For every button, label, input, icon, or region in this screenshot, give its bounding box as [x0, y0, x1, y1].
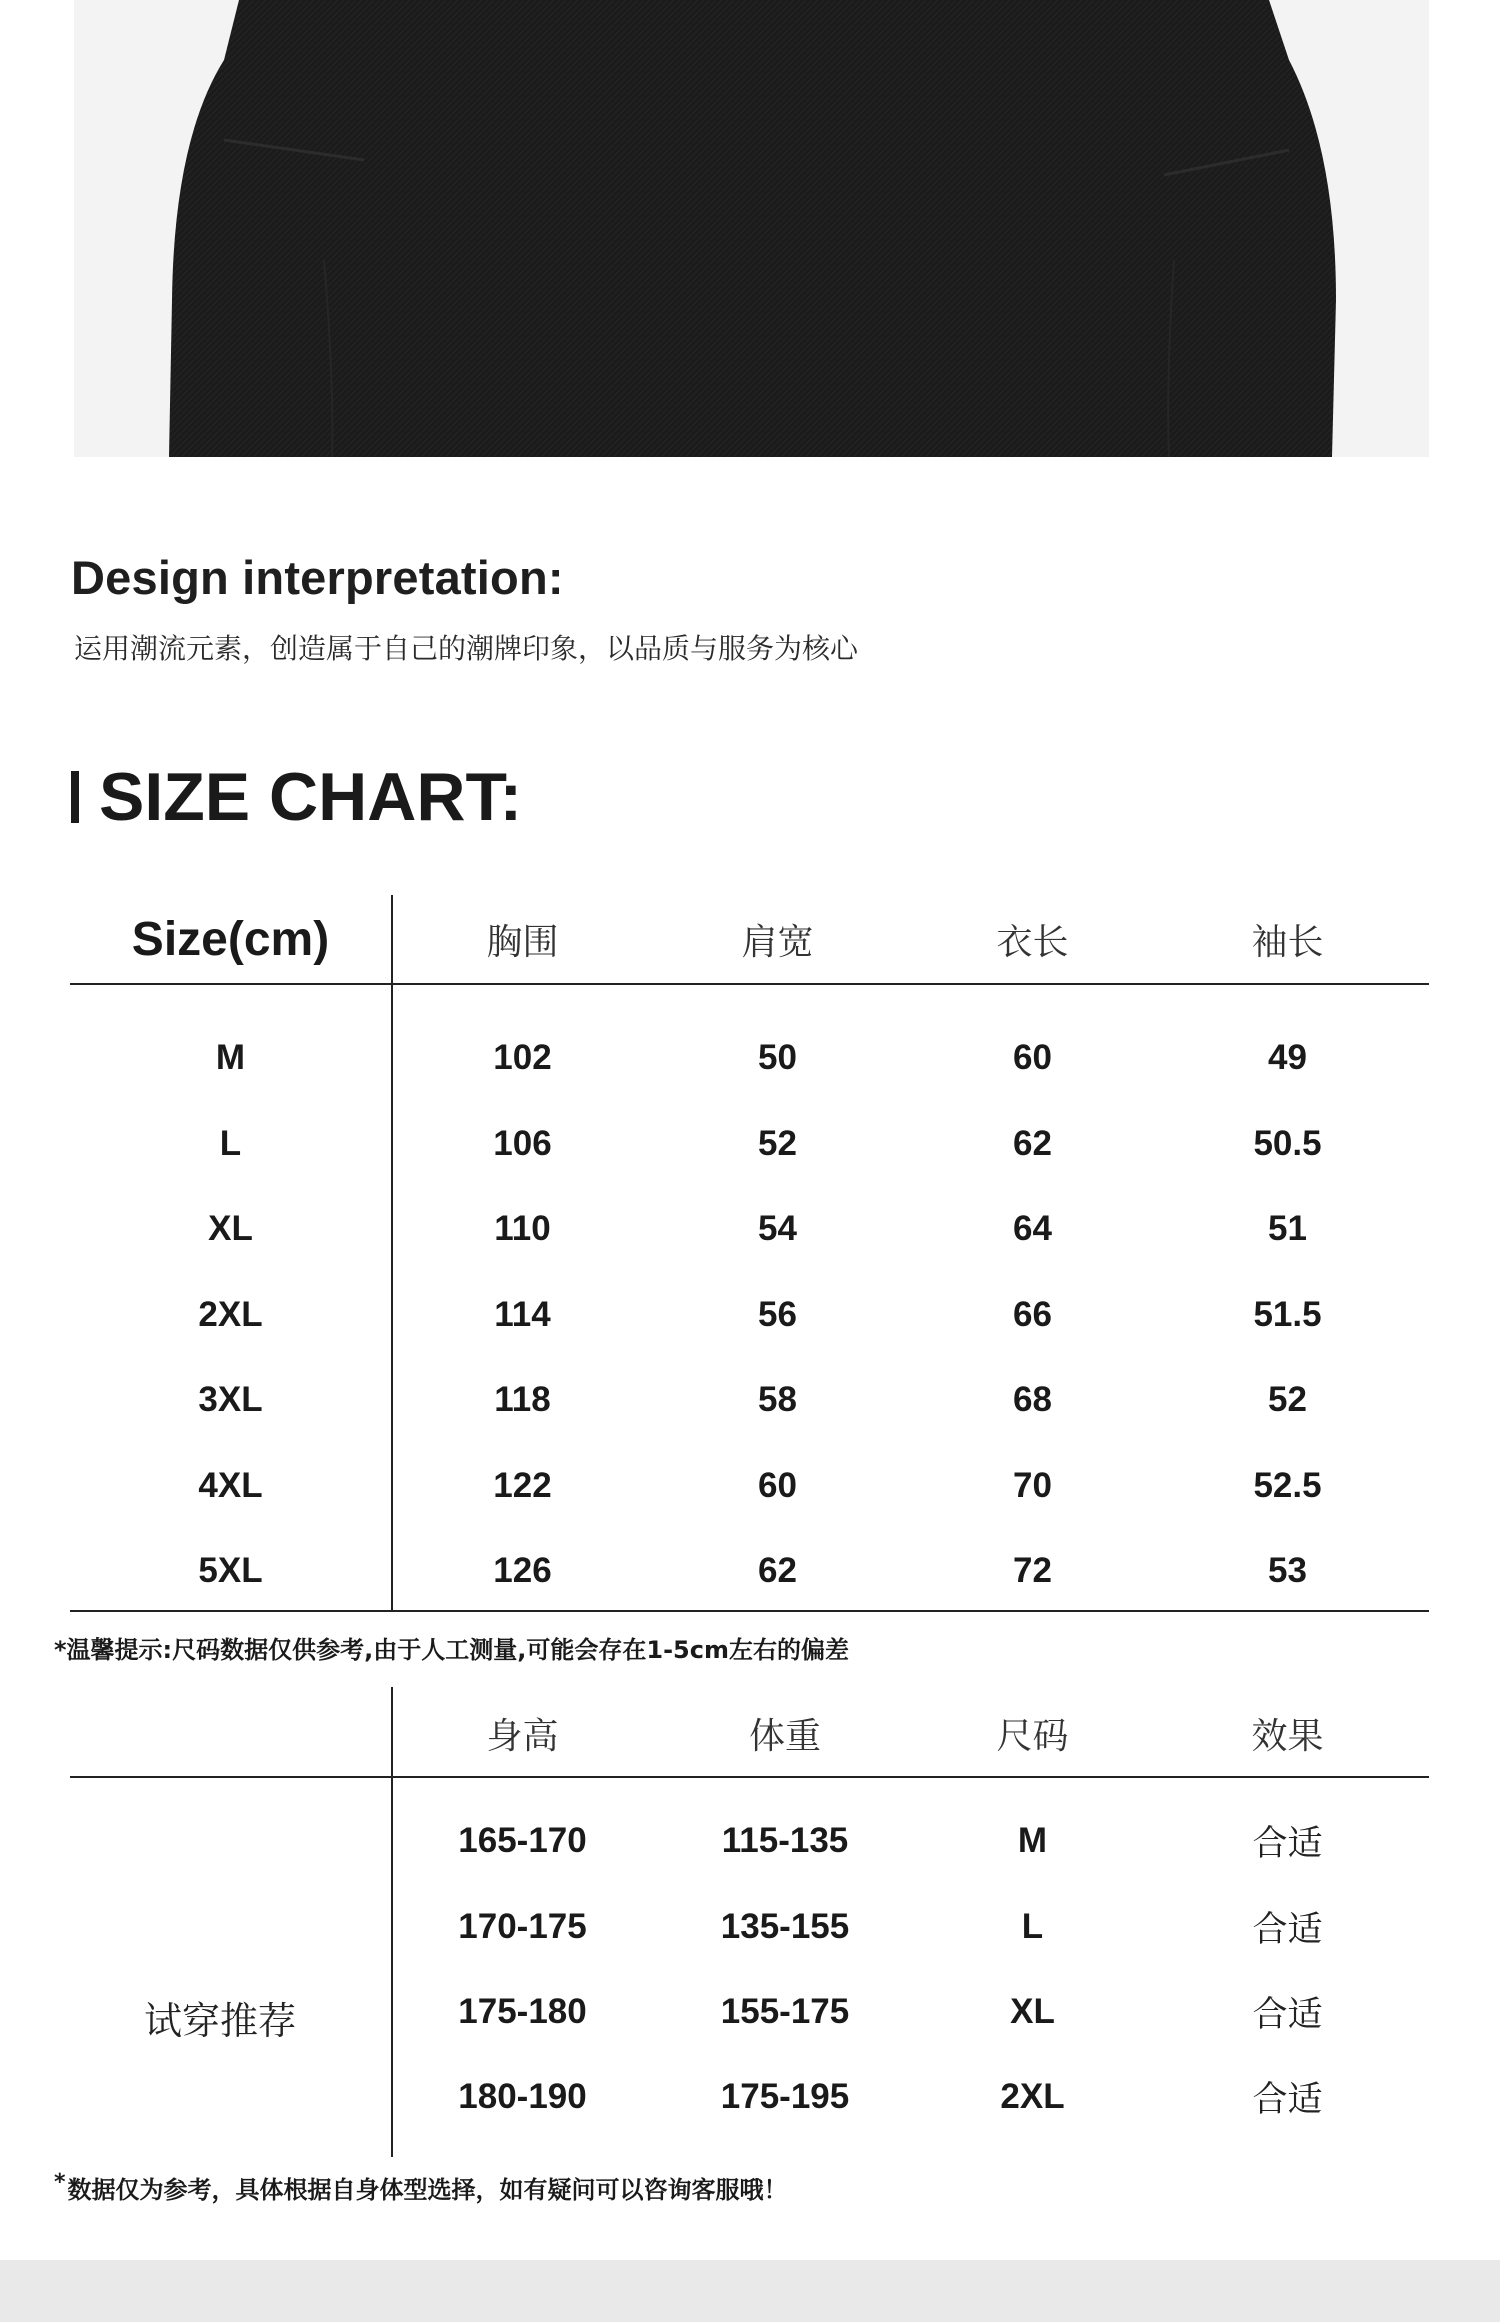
table-cell: 合适 — [1252, 1910, 1323, 1950]
table-cell: L — [1021, 1907, 1044, 1946]
size-table-divider — [391, 895, 393, 1611]
table-cell: 58 — [758, 1380, 797, 1419]
table-cell: 126 — [493, 1551, 552, 1590]
table-cell: 50 — [758, 1038, 797, 1077]
col-header-chest: 胸围 — [486, 921, 559, 963]
table-cell: 54 — [758, 1209, 797, 1248]
size-table-bottom-line — [70, 1610, 1429, 1612]
table-cell: 62 — [1013, 1124, 1052, 1163]
fit-table-divider — [391, 1687, 393, 2157]
table-cell: 2XL — [1000, 2077, 1065, 2116]
table-cell: 175-195 — [720, 2077, 850, 2116]
garment-body — [169, 0, 1336, 457]
footer-band — [0, 2260, 1500, 2322]
table-cell: 180-190 — [458, 2077, 587, 2116]
fit-header-height: 身高 — [486, 1715, 559, 1757]
table-cell: 66 — [1013, 1295, 1052, 1334]
table-cell: 106 — [493, 1124, 552, 1163]
table-cell: 53 — [1268, 1551, 1307, 1590]
size-chart-title: SIZE CHART: — [99, 759, 523, 835]
table-cell: 70 — [1013, 1466, 1052, 1505]
table-cell: 155-175 — [720, 1992, 850, 2031]
table-cell: 102 — [493, 1038, 552, 1077]
design-description: 运用潮流元素，创造属于自己的潮牌印象，以品质与服务为核心 — [74, 632, 859, 665]
table-row-size: M — [215, 1038, 246, 1077]
fit-header-size: 尺码 — [996, 1715, 1069, 1757]
table-cell: 115-135 — [721, 1821, 849, 1860]
table-cell: 50.5 — [1253, 1124, 1322, 1163]
design-title: Design interpretation: — [71, 551, 564, 604]
table-cell: 52 — [758, 1124, 797, 1163]
table-cell: 合适 — [1252, 1824, 1323, 1864]
table-cell: 110 — [494, 1209, 551, 1248]
table-cell: 122 — [493, 1466, 552, 1505]
fit-header-weight: 体重 — [748, 1715, 821, 1757]
fit-header-effect: 效果 — [1251, 1715, 1324, 1757]
table-cell: 118 — [494, 1380, 551, 1419]
table-cell: 合适 — [1252, 1995, 1323, 2035]
table-row-size: 4XL — [198, 1466, 263, 1505]
table-cell: 51 — [1268, 1209, 1307, 1248]
table-cell: 165-170 — [458, 1821, 587, 1860]
fit-note-text: 数据仅为参考，具体根据自身体型选择，如有疑问可以咨询客服哦！ — [67, 2176, 788, 2204]
table-cell: 64 — [1013, 1209, 1052, 1248]
product-photo — [74, 0, 1429, 457]
size-chart-note: *温馨提示:尺码数据仅供参考,由于人工测量,可能会存在1-5cm左右的偏差 — [54, 1636, 849, 1664]
table-row-size: 5XL — [198, 1551, 263, 1590]
table-cell: 49 — [1268, 1038, 1307, 1077]
table-row-size: 3XL — [198, 1380, 263, 1419]
table-cell: 135-155 — [720, 1907, 850, 1946]
col-header-sleeve: 袖长 — [1251, 921, 1324, 963]
table-cell: 51.5 — [1253, 1295, 1322, 1334]
table-row-size: L — [219, 1124, 242, 1163]
size-column-header: Size(cm) — [131, 912, 330, 966]
heading-bar-icon — [71, 771, 79, 823]
fit-side-label: 试穿推荐 — [143, 1998, 296, 2043]
table-cell: 170-175 — [458, 1907, 587, 1946]
table-cell: M — [1017, 1821, 1048, 1860]
table-cell: 62 — [758, 1551, 797, 1590]
table-cell: 56 — [758, 1295, 797, 1334]
note-asterisk: * — [54, 2170, 66, 2195]
size-chart-heading — [71, 759, 523, 835]
table-cell: 52 — [1268, 1380, 1307, 1419]
col-header-shoulder: 肩宽 — [741, 921, 814, 963]
table-cell: 114 — [494, 1295, 551, 1334]
table-cell: 60 — [758, 1466, 797, 1505]
fit-table-header-line — [70, 1776, 1429, 1778]
table-cell: 60 — [1013, 1038, 1052, 1077]
table-row-size: 2XL — [198, 1295, 263, 1334]
table-cell: 175-180 — [458, 1992, 587, 2031]
table-row-size: XL — [208, 1209, 253, 1248]
fit-table-note — [54, 2170, 788, 2205]
table-cell: 合适 — [1252, 2080, 1323, 2120]
table-cell: 68 — [1013, 1380, 1052, 1419]
table-cell: XL — [1010, 1992, 1055, 2031]
col-header-length: 衣长 — [996, 921, 1069, 963]
size-table-header-line — [70, 983, 1429, 985]
table-cell: 52.5 — [1253, 1466, 1322, 1505]
table-cell: 72 — [1013, 1551, 1052, 1590]
